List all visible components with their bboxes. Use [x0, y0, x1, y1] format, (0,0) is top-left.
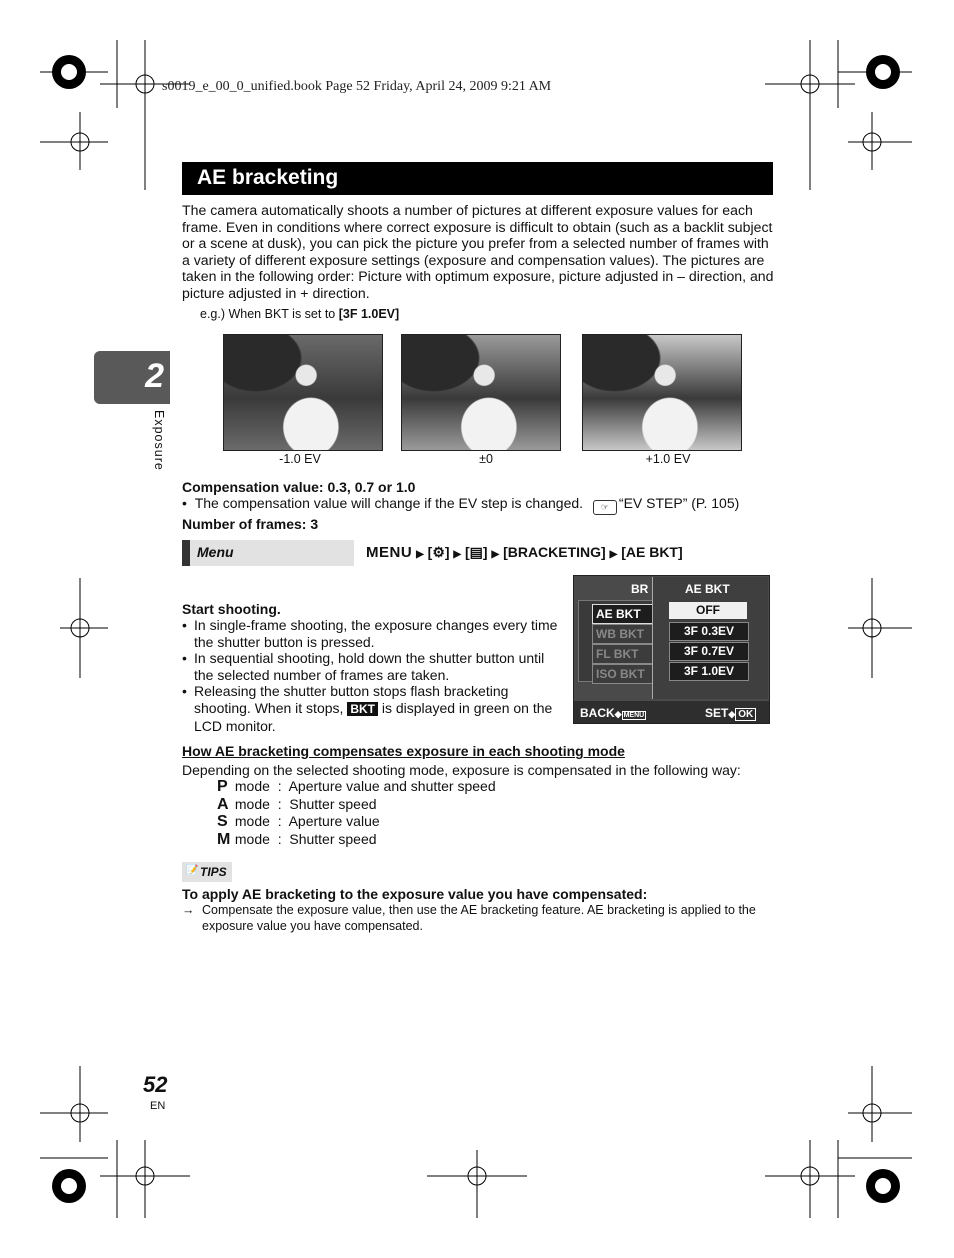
chapter-label: Exposure [152, 410, 166, 471]
lcd-screen [573, 575, 770, 724]
example-note [200, 307, 399, 321]
example-prefix: e.g.) When BKT is set to [200, 307, 339, 321]
photo-plus-ev [582, 334, 742, 451]
lcd-right-header: AE BKT [685, 582, 730, 596]
mode-row: A mode : Shutter speed [217, 795, 377, 813]
menu-path [366, 544, 683, 561]
photo-caption: +1.0 EV [645, 452, 691, 466]
menu-ae-bkt: [AE BKT] [621, 544, 683, 560]
photo-caption: ±0 [479, 452, 493, 466]
section-title-bar [182, 162, 773, 195]
lcd-left-header: BR [631, 582, 649, 596]
example-value: [3F 1.0EV] [338, 307, 400, 321]
lcd-option: 3F 0.3EV [669, 622, 749, 641]
page-title: AE bracketing [197, 166, 339, 189]
compensation-bullet: • The compensation value will change if the EV step is changed. ☞ “EV STEP” (P. 105) [182, 495, 739, 515]
intro-paragraph: The camera automatically shoots a number of pictures at different exposure values for each frame. Even in conditions where correct exposure is difficult to obtain (such as a backlit subject or a scene at dusk), you can pick the picture you prefer from a selected number of frames with a variety of different exposure settings (exposure and compensation values). The pictures are taken in the following order: Picture with optimum exposure, picture adjusted in – direction, and picture adjusted in + direction. [182, 202, 774, 301]
custom-menu-icon: [⚙] [427, 544, 450, 560]
tips-body [182, 902, 772, 934]
chapter-number: 2 [145, 357, 164, 395]
tips-label-box [182, 862, 232, 882]
start-heading: Start shooting. [182, 601, 281, 617]
chapter-tab [94, 351, 170, 404]
note-icon: 📝 [186, 865, 199, 876]
list-item: • In sequential shooting, hold down the shutter button until the selected number of frames are taken. [182, 650, 562, 683]
print-header: s0019_e_00_0_unified.book Page 52 Friday, April 24, 2009 9:21 AM [162, 79, 552, 94]
compensation-heading: Compensation value: 0.3, 0.7 or 1.0 [182, 479, 416, 495]
photo-minus-ev [223, 334, 383, 451]
frames-heading: Number of frames: 3 [182, 516, 319, 532]
tab-icon: [▤] [465, 544, 488, 560]
arrow-right-icon: ▶ [609, 549, 618, 560]
arrow-right-icon: ▶ [416, 549, 424, 560]
menu-button-icon: MENU [623, 712, 645, 719]
compensation-text: The compensation value will change if the EV step is changed. [194, 495, 584, 511]
mode-list [217, 778, 496, 848]
lcd-option: 3F 0.7EV [669, 642, 749, 661]
arrow-icon: → [182, 903, 195, 917]
bkt-badge: BKT [347, 702, 378, 716]
lcd-back: BACK◆ MENU [580, 706, 645, 720]
page-number: 52 [143, 1072, 168, 1097]
photo-caption: -1.0 EV [279, 452, 321, 466]
how-intro: Depending on the selected shooting mode, exposure is compensated in the following way: [182, 762, 741, 778]
photo-zero-ev [401, 334, 561, 451]
mode-row: P mode : Aperture value and shutter speed [217, 778, 496, 795]
tips-text: Compensate the exposure value, then use the AE bracketing feature. AE bracketing is applied to the exposure value you have compensated. [202, 903, 756, 933]
how-heading: How AE bracketing compensates exposure in each shooting mode [182, 743, 625, 759]
reference-icon: ☞ [593, 500, 617, 515]
lcd-option: 3F 1.0EV [669, 662, 749, 681]
mode-row: S mode : Aperture value [217, 813, 380, 831]
mode-row: M mode : Shutter speed [217, 830, 377, 848]
ok-button-icon: OK [735, 708, 756, 721]
list-item: • Releasing the shutter button stops flash bracketing shooting. When it stops, BKT is displayed in green on the LCD monitor. [182, 683, 562, 734]
menu-label: Menu [197, 544, 234, 560]
tips-label: TIPS [200, 865, 227, 879]
menu-label-box [182, 540, 354, 566]
menu-bracketing: [BRACKETING] [503, 544, 606, 560]
menu-word: MENU [366, 544, 413, 561]
lcd-left-item: FL BKT [592, 644, 654, 664]
tips-heading: To apply AE bracketing to the exposure value you have compensated: [182, 886, 648, 902]
list-item: • In single-frame shooting, the exposure changes every time the shutter button is pressed. [182, 617, 562, 650]
reference-text: “EV STEP” (P. 105) [618, 495, 740, 511]
menu-path-bar [182, 540, 772, 566]
lcd-set: SET◆ OK [705, 706, 756, 720]
start-bullets [182, 617, 562, 734]
arrow-right-icon: ▶ [453, 549, 462, 560]
arrow-right-icon: ▶ [491, 549, 500, 560]
lcd-left-item: AE BKT [592, 604, 654, 624]
lcd-left-item: WB BKT [592, 624, 654, 644]
lcd-option-selected: OFF [669, 602, 747, 619]
lcd-left-item: ISO BKT [592, 664, 654, 684]
language-label: EN [150, 1100, 166, 1112]
